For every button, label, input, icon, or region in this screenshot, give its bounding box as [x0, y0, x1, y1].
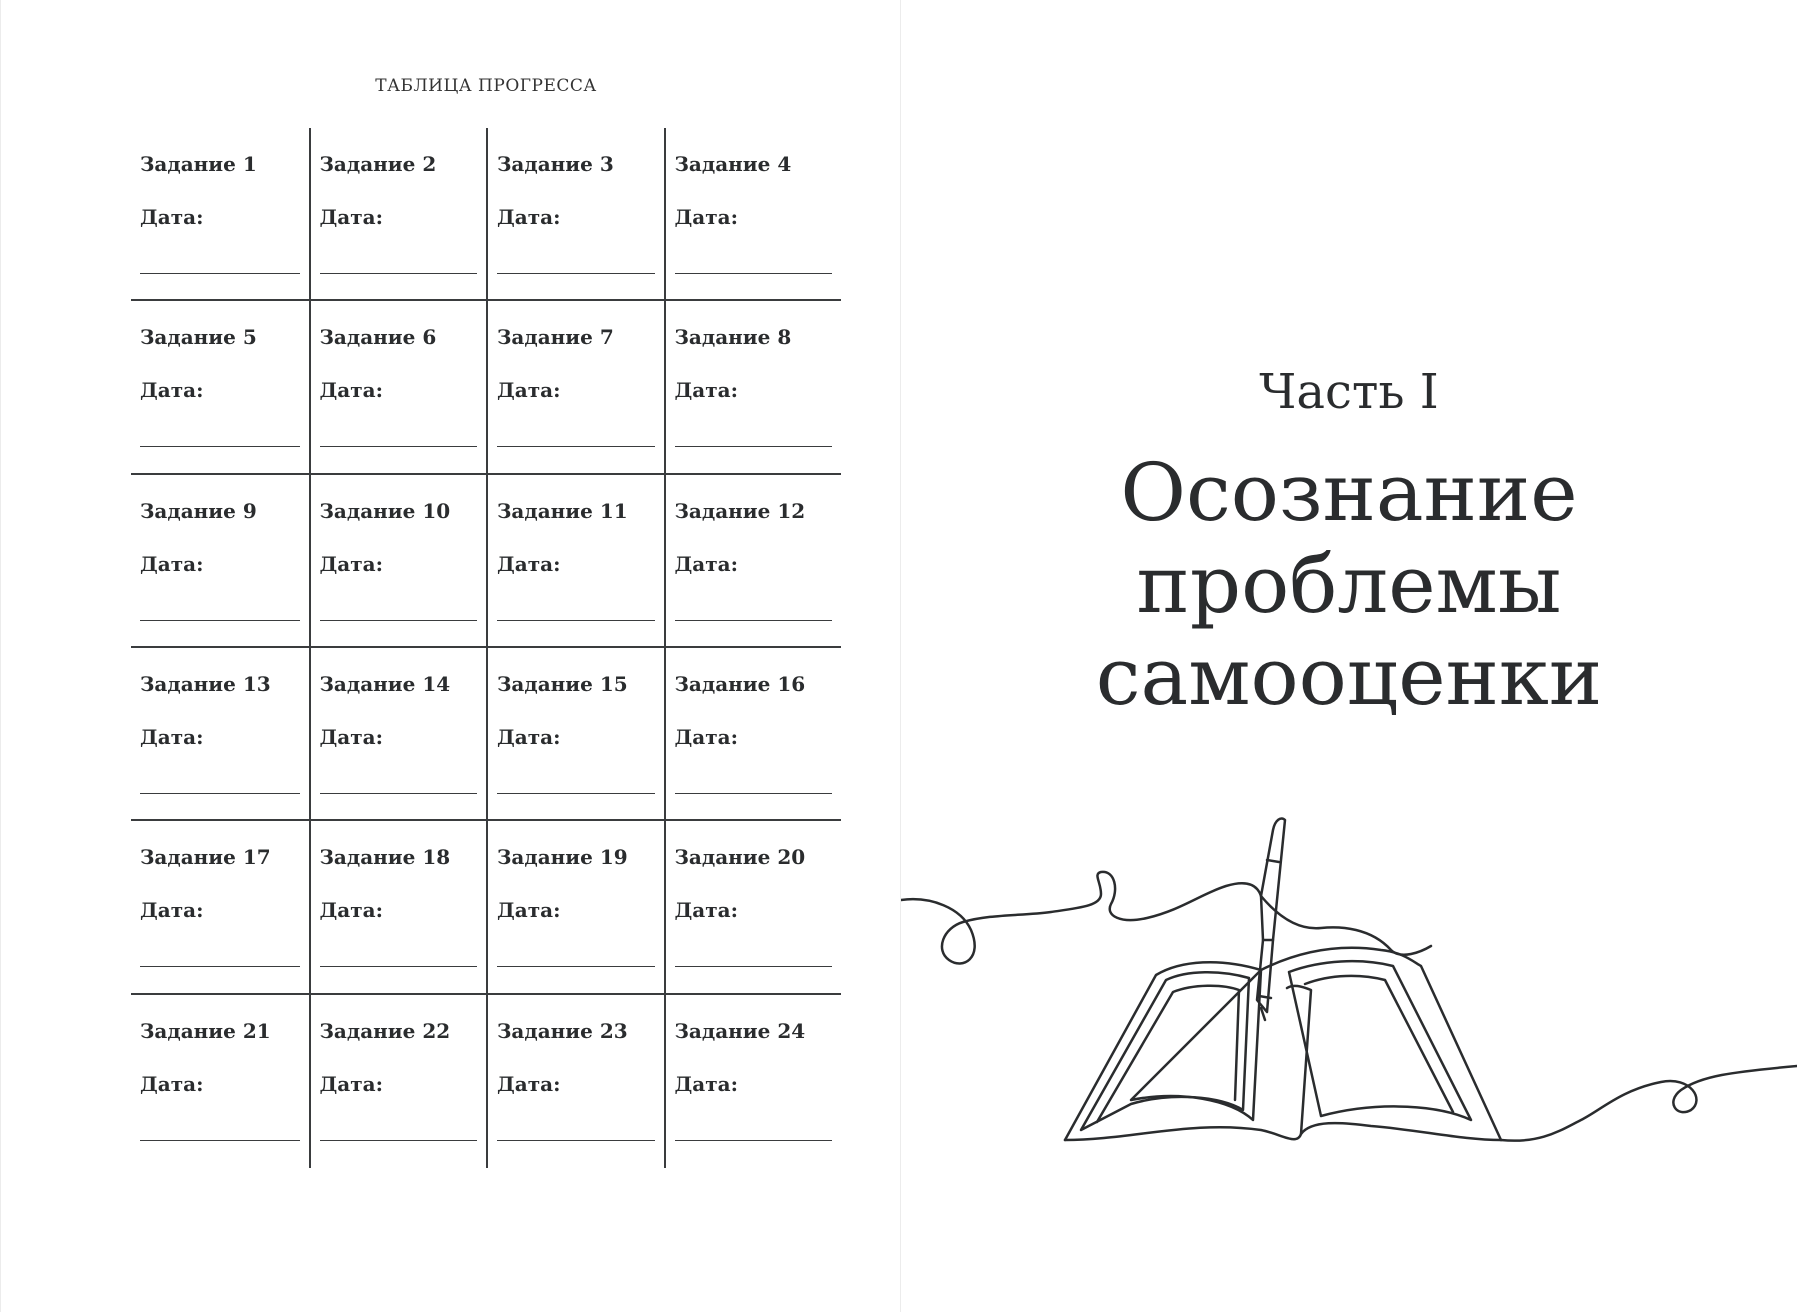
task-title: Задание 7 [497, 325, 614, 350]
date-blank-line [675, 273, 833, 274]
task-title: Задание 23 [497, 1018, 628, 1043]
task-title: Задание 9 [140, 498, 257, 523]
task-title: Задание 24 [674, 1018, 806, 1043]
date-label: Дата: [497, 1071, 561, 1096]
date-label: Дата: [497, 205, 561, 229]
date-blank-line [320, 446, 478, 447]
progress-cell [664, 648, 842, 821]
progress-cell [309, 995, 487, 1168]
date-blank-line [675, 966, 833, 967]
date-label: Дата: [497, 551, 561, 576]
task-title: Задание 12 [674, 498, 806, 523]
right-page [901, 0, 1797, 1312]
task-title: Задание 21 [140, 1018, 271, 1043]
task-title: Задание 1 [140, 152, 257, 176]
task-title: Задание 16 [674, 671, 806, 696]
progress-cell [131, 648, 309, 821]
progress-cell [664, 821, 842, 994]
date-blank-line [497, 620, 655, 621]
task-title: Задание 22 [319, 1018, 451, 1043]
part-title-line-1: Осознание [1120, 446, 1578, 539]
date-blank-line [497, 273, 655, 274]
task-title: Задание 18 [319, 845, 451, 870]
progress-cell [309, 128, 487, 301]
date-label: Дата: [674, 205, 738, 229]
part-title-line-3: самооценки [1095, 630, 1603, 723]
date-blank-line [675, 446, 833, 447]
progress-cell [131, 995, 309, 1168]
date-label: Дата: [674, 898, 738, 923]
date-blank-line [140, 966, 300, 967]
date-label: Дата: [319, 378, 383, 403]
task-title: Задание 20 [674, 845, 806, 870]
date-blank-line [320, 273, 478, 274]
part-label: Часть I [1259, 364, 1439, 420]
date-label: Дата: [497, 724, 561, 749]
task-title: Задание 14 [319, 671, 451, 696]
date-blank-line [140, 273, 300, 274]
task-title: Задание 4 [674, 152, 792, 176]
date-label: Дата: [497, 378, 561, 403]
date-label: Дата: [140, 378, 204, 403]
running-title: ТАБЛИЦА ПРОГРЕССА [375, 76, 597, 96]
progress-cell [309, 821, 487, 994]
date-blank-line [675, 1140, 833, 1141]
progress-cell [486, 995, 664, 1168]
task-title: Задание 13 [140, 671, 271, 696]
date-label: Дата: [140, 205, 204, 229]
date-blank-line [140, 446, 300, 447]
date-blank-line [497, 446, 655, 447]
date-label: Дата: [319, 205, 383, 229]
date-label: Дата: [674, 1071, 738, 1096]
date-blank-line [675, 793, 833, 794]
task-title: Задание 10 [319, 498, 451, 523]
task-title: Задание 8 [674, 325, 792, 350]
date-label: Дата: [497, 898, 561, 923]
progress-cell [664, 301, 842, 474]
task-title: Задание 15 [497, 671, 628, 696]
date-blank-line [497, 793, 655, 794]
progress-cell [131, 128, 309, 301]
task-title: Задание 3 [497, 152, 614, 176]
date-blank-line [497, 966, 655, 967]
task-title: Задание 2 [319, 152, 437, 176]
date-label: Дата: [319, 551, 383, 576]
date-blank-line [497, 1140, 655, 1141]
date-blank-line [140, 1140, 300, 1141]
progress-cell [309, 301, 487, 474]
progress-cell [664, 475, 842, 648]
part-title-line-2: проблемы [1136, 538, 1562, 631]
date-label: Дата: [319, 898, 383, 923]
date-label: Дата: [674, 551, 738, 576]
book-and-pen-line-art-icon [901, 800, 1797, 1180]
progress-cell [486, 301, 664, 474]
task-title: Задание 17 [140, 845, 271, 870]
progress-table [131, 128, 841, 1168]
date-label: Дата: [140, 1071, 204, 1096]
date-label: Дата: [674, 724, 738, 749]
progress-cell [131, 821, 309, 994]
progress-cell [131, 475, 309, 648]
date-label: Дата: [319, 724, 383, 749]
task-title: Задание 19 [497, 845, 628, 870]
date-blank-line [320, 793, 478, 794]
date-label: Дата: [140, 551, 204, 576]
task-title: Задание 11 [497, 498, 628, 523]
date-blank-line [320, 966, 478, 967]
progress-cell [664, 995, 842, 1168]
progress-cell [309, 475, 487, 648]
progress-cell [486, 475, 664, 648]
date-label: Дата: [319, 1071, 383, 1096]
date-blank-line [140, 793, 300, 794]
task-title: Задание 6 [319, 325, 437, 350]
progress-cell [486, 821, 664, 994]
date-blank-line [140, 620, 300, 621]
progress-cell [309, 648, 487, 821]
date-label: Дата: [674, 378, 738, 403]
date-label: Дата: [140, 724, 204, 749]
progress-cell [486, 648, 664, 821]
part-title [901, 447, 1797, 723]
date-label: Дата: [140, 898, 204, 923]
date-blank-line [320, 620, 478, 621]
date-blank-line [320, 1140, 478, 1141]
task-title: Задание 5 [140, 325, 257, 350]
progress-cell [664, 128, 842, 301]
progress-cell [486, 128, 664, 301]
date-blank-line [675, 620, 833, 621]
progress-cell [131, 301, 309, 474]
